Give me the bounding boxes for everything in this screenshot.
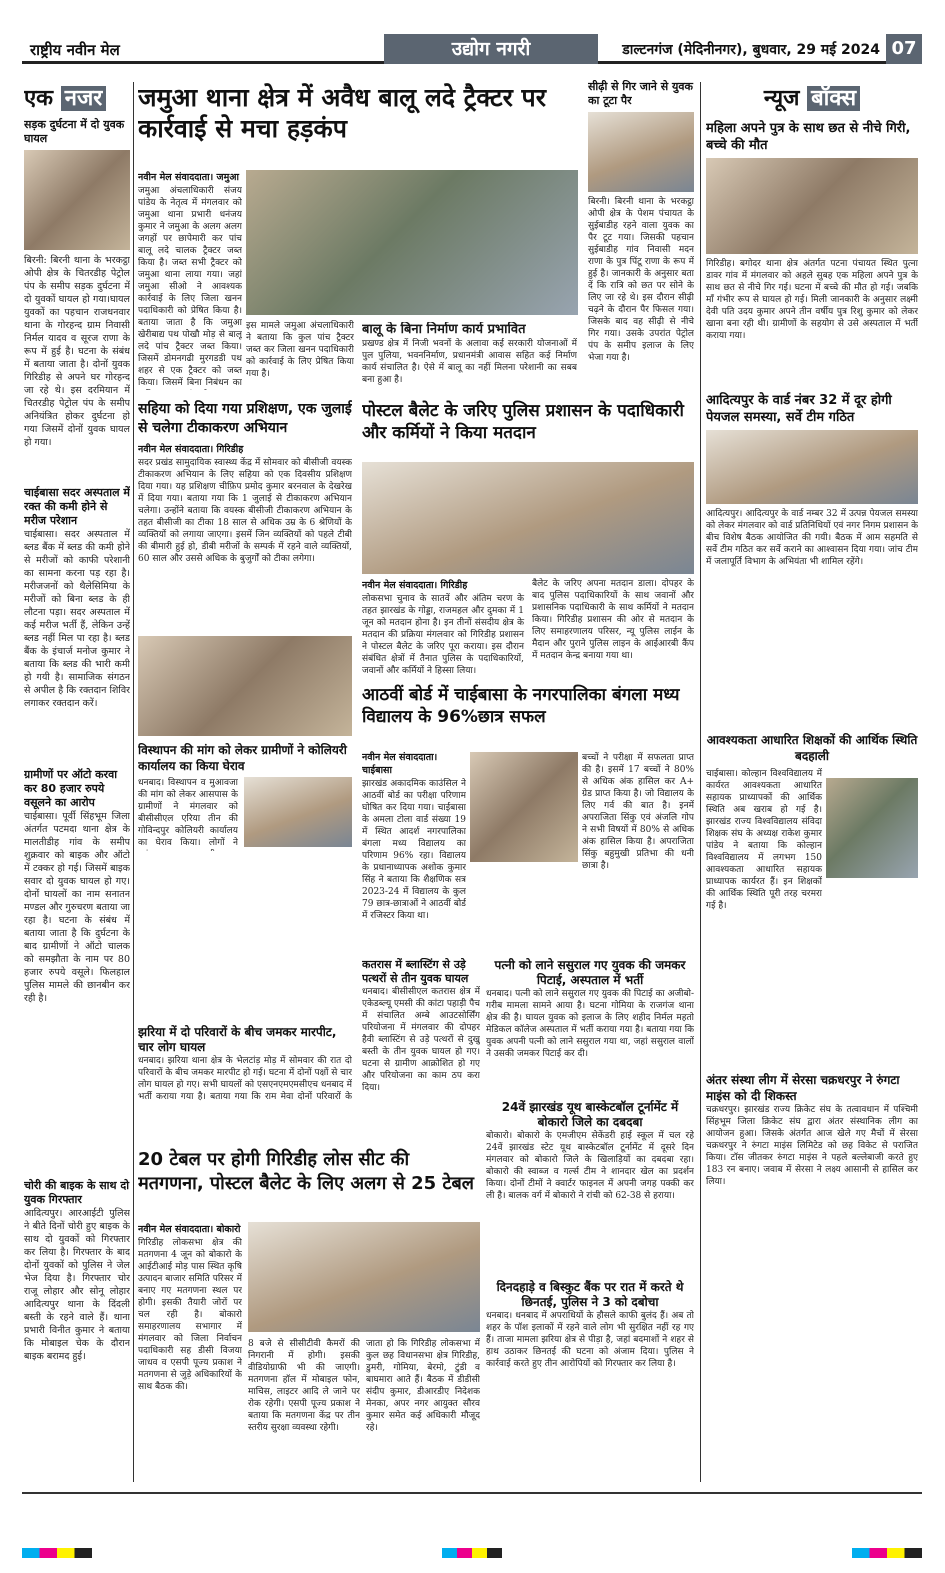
lead-headline: जमुआ थाना क्षेत्र में अवैध बालू लदे ट्रैक्टर पर कार्रवाई से मचा हड़कंप (138, 83, 546, 143)
label-nazar: नजर (61, 86, 107, 111)
body-vote-b: बैलेट के जरिए अपना मतदान डाला। दोपहर के बाद पुलिस पदाधिकारियों के साथ जवानों और प्रशासनिक पदाधिकारी के साथ कर्मियों ने मतदान किया। गिरिडीह प्रशासन की ओर से मतदान के लिए समाहरणालय परिसर, न्यू पुलिस लाईन के मैदान और पुराने पुलिस लाइन के आईआरबी कैंप में मतदान केन्द्र बनाया गया था। (532, 579, 694, 661)
body-basketball: बोकारो। बोकारो के एमजीएम सेकेंडरी हाई स्कूल में चल रहे 24वें झारखंड स्टेट यूथ बास्केटबॉल टूर्नामेंट में दूसरे दिन मंगलवार को बोकारो जिले के खिलाड़ियों का दबदबा रहा। बोकारो की स्वाब्ज व गर्ल्स टीम ने शानदार खेल का प्रदर्शन किया। दोनों टीमों ने क्वार्टर फाइनल में अपनी जगह पक्की कर ली है। बालक वर्ग में बोकारो ने रांची को 62-38 से हराया। (486, 1131, 694, 1201)
student-photo (470, 752, 578, 862)
headline-basketball: 24वें झारखंड यूथ बास्केटबॉल टूर्नामेंट में बोकारो जिले का दबदबा (501, 1100, 679, 1129)
headline-vaccine: सहिया को दिया गया प्रशिक्षण, एक जुलाई से चलेगा टीकाकरण अभियान (138, 401, 352, 436)
vote-photo (362, 462, 694, 574)
tables-headline-block (138, 1148, 480, 1218)
body-blood-shortage: चाईबासा। सदर अस्पताल में ब्लड बैंक में ब्लड की कमी होने से मरीजों को काफी परेशानी का सामना करना पड़ रहा है। मरीजजनों को थैलेसिमिया के मरीजों को बिना ब्लड के ही लौटना पड़ा। सदर अस्पताल में कई मरीज भर्ती हैं, लेकिन उन्हें ब्लड नहीं मिल पा रहा है। ब्लड बैंक के इंचार्ज मनोज कुमार ने बताया कि ब्लड की भारी कमी हो गयी है। सामाजिक संगठन से अपील है कि रक्तदान शिविर लगाकर रक्तदान करें। (24, 529, 130, 709)
colliery-photo (244, 777, 352, 847)
lead-body: जमुआ अंचलाधिकारी संजय पांडेय के नेतृत्व में मंगलवार को जमुआ थाना प्रभारी धनंजय कुमार ने जमुआ के अलग अलग जगहों पर छापेमारी कर पांच बालू लदे चालक ट्रैक्टर जब्त किया है। जब्त सभी ट्रैक्टर को जमुआ थाना लाया गया। जहां जमुआ सीओ ने आवश्यक कार्रवाई के लिए जिला खनन पदाधिकारी को प्रेषित किया है। बताया जाता है कि जमुआ खेरीबाद्य पथ पोखौ मोड़ से बालू लदे पांच ट्रैक्टर जब्त किया। जिसमें डोमनगढी मुरगडडी पथ शहर से एक ट्रैक्टर को जब्त किया। जिसमें बिना निबंधन का (138, 186, 242, 388)
lead-caption: इस मामले जमुआ अंचलाधिकारी ने बताया कि कुल पांच ट्रैक्टर जब्त कर जिला खनन पदाधिकारी को कार्रवाई के लिए प्रेषित किया गया है। (246, 321, 354, 379)
colliery-story (138, 742, 352, 1032)
label-ek: एक (24, 86, 54, 111)
headline-vote: पोस्टल बैलेट के जरिए पुलिस प्रशासन के पदाधिकारी और कर्मियों ने किया मतदान (362, 401, 684, 443)
headline-teachers: आवश्यकता आधारित शिक्षकों की आर्थिक स्थिति बदहाली (706, 733, 918, 763)
tables-body-b-block (248, 1338, 360, 1482)
sand-subbody: प्रखण्ड क्षेत्र में निजी भवनों के अलावा कई सरकारी योजनाओं में पुल पुलिया, भवननिर्माण, प्रधानमंत्री आवास सहित कई निर्माण कार्य संचालित है। ऐसे में बालू का नहीं मिलना परेशानी का सबब बना हुआ है। (362, 339, 577, 385)
body-school-b: बच्चों ने परीक्षा में सफलता प्राप्त की है। इसमें 17 बच्चों ने 80% से अधिक अंक हासिल कर A+ ग्रेड प्राप्त किया है। जो विद्यालय के लिए गर्व की बात है। इनमें अपराजिता सिंकु एवं अंजलि गोप ने सभी विषयों में 80% से अधिक अंक हासिल किया है। अपराजिता सिंकु बहुमुखी प्रतिभा की धनी छात्रा है। (582, 753, 694, 871)
section-title: उद्योग नगरी (384, 34, 598, 64)
headline-jharia: झरिया में दो परिवारों के बीच जमकर मारपीट, चार लोग घायल (138, 1025, 337, 1054)
snatching-story (486, 1280, 694, 1480)
body-husband: धनबाद। पत्नी को लाने ससुराल गए युवक की पिटाई का अजीबो-गरीब मामला सामने आया है। घटना गोमिया के राजगंज थाना क्षेत्र की है। घायल युवक को इलाज के लिए शहीद निर्मल महतो मेडिकल कॉलेज अस्पताल में भर्ती कराया गया है। बताया गया कि युवक अपनी पत्नी को लाने ससुराल गया था, जहां ससुराल वालों ने उसकी जमकर पिटाई कर दी। (486, 989, 694, 1059)
counting-meeting-photo (248, 1222, 480, 1332)
brand-name: राष्ट्रीय नवीन मेल (30, 41, 120, 59)
water-photo (706, 430, 918, 504)
vaccine-story (138, 400, 352, 630)
tables-body-a-block (138, 1222, 242, 1482)
katras-story (362, 958, 480, 1158)
headline-snatching: दिनदहाड़े व बिस्कुट बैंक पर रात में करते थे छिनतई, पुलिस ने 3 को दबोचा (496, 1280, 684, 1309)
stairs-photo (588, 112, 694, 192)
lead-body-column (138, 170, 242, 390)
page-number: 07 (886, 34, 922, 64)
label-news: न्यूज (763, 86, 800, 111)
body-stairs: बिरनी। बिरनी थाना के भरकट्ठा ओपी क्षेत्र के पेशम पंचायत के सुईबाडीह रहने वाला युवक का पैर टूट गया। जिसकी पहचान सुईबाडीह गांव निवासी मदन राणा के पुत्र पिंटू राणा के रूप में हुई है। जानकारी के अनुसार बता दें कि रात्रि को छत पर सोने के लिए जा रहे थे। इस दौरान सीढ़ी चढ़ने के दौरान पैर फिसल गया। जिसके बाद वह सीढ़ी से नीचे गिर गया। उसके उपरांत पेट्रोल पंप के समीप इलाज के लिए भेजा गया है। (588, 197, 694, 363)
body-auto-extortion: चाईबासा। पूर्वी सिंहभूम जिला अंतर्गत पटमदा थाना क्षेत्र के मालतीडीह गांव के समीप शुक्रवार को बाइक और ऑटो में टक्कर हो गई। जिसमें बाइक सवार दो युवक घायल हो गए। दोनों घायलों का नाम सनातन मण्डल और गुरुचरण बताया जा रहा है। घटना के संबंध में बताया जाता है कि दुर्घटना के बाद ग्रामीणों ने ऑटो चालक को समझौता के नाम पर 80 हजार रुपये वसूले। फिलहाल पुलिस मामले की छानबीन कर रही है। (24, 811, 130, 1004)
body-colliery: धनबाद। विस्थापन व मुआवजा की मांग को लेकर आसपास के ग्रामीणों ने मंगलवार को बीसीसीएल एरिया तीन की गोविन्दपुर कोलियरी कार्यालय का घेराव किया। लोगों ने (138, 778, 238, 848)
lead-headline-block (138, 82, 576, 146)
vote-body-block (362, 578, 694, 676)
teachers-block (706, 768, 918, 1068)
colliery-row (138, 777, 352, 851)
vote-headline-block (362, 400, 694, 456)
sand-subhead: बालू के बिना निर्माण कार्य प्रभावित (362, 322, 526, 337)
tables-body-c-block (366, 1338, 480, 1482)
sand-subbox (362, 322, 577, 390)
headline-husband: पत्नी को लाने ससुराल गए युवक की जमकर पिटाई, अस्पताल में भर्ती (494, 958, 686, 987)
headline-tables: 20 टेबल पर होगी गिरिडीह लोस सीट की मतगणना, पोस्टल बैलेट के लिए अलग से 25 टेबल (138, 1149, 475, 1194)
vote-byline: नवीन मेल संवाददाता। गिरिडीह (362, 580, 468, 591)
body-tables-c: जाता हो कि गिरिडीह लोकसभा में कुल छह विधानसभा क्षेत्र गिरिडीह, डुमरी, गोमिया, बेरमो, टुंडी व बाघमारा आते हैं। बैठक में डीडीसी संदीप कुमार, डीआरडीए निदेशक मेनका, अपर नगर आयुक्त सौरव कुमार समेत कई अधिकारी मौजूद रहे। (366, 1339, 480, 1433)
body-tables-a: गिरिडीह लोकसभा क्षेत्र की मतगणना 4 जून को बोकारो के आईटीआई मोड़ पास स्थित कृषि उत्पादन बाजार समिति परिसर में बनाए गए मतगणना स्थल पर होगी। इसकी तैयारी जोरों पर चल रही है। बोकारो समाहरणालय सभागार में मंगलवार को जिला निर्वाचन पदाधिकारी सह डीसी विजया जाधव व एसपी पूज्य प्रकाश ने मतगणना से जुड़े अधिकारियों के साथ बैठक की। (138, 1238, 242, 1392)
body-mother-child: गिरिडीह। बगोदर थाना क्षेत्र अंतर्गत पटना पंचायत स्थित पुत्ना डावर गांव में मंगलवार को अहले सुबह एक महिला अपने पुत्र के साथ छत से नीचे गिर गई। घटना में बच्चे की मौत हो गई। जबकि माँ गंभीर रूप से घायल हो गई। मिली जानकारी के अनुसार लक्ष्मी देवी पति उदय कुमार अपने तीन वर्षीय पुत्र रिशु कुमार को लेकर खाना बना रही थी। ग्रामीणों के सहयोग से उसे अस्पताल में भर्ती कराया गया। (706, 259, 918, 341)
school-body-b-block (582, 752, 694, 952)
headline-stairs: सीढ़ी से गिर जाने से युवक का टूटा पैर (588, 80, 693, 107)
school-headline-block (362, 684, 694, 744)
headline-water: आदित्यपुर के वार्ड नंबर 32 में दूर होगी पेयजल समस्या, सर्वे टीम गठित (706, 393, 892, 425)
body-bike-theft: आदित्यपुर। आरआईटी पुलिस ने बीते दिनों चोरी हुए बाइक के साथ दो युवकों को गिरफ्तार कर लिया है। गिरफ्तार के बाद दोनों युवकों को पुलिस ने जेल भेज दिया है। गिरफ्तार चोर राजू लोहार और सोनू लोहार आदित्यपुर थाना के दिंदली बस्ती के रहने वाले हैं। थाना प्रभारी विनीत कुमार ने बताया कि मोबाइल चेक के दौरान बाइक बरामद हुई। (24, 1208, 130, 1362)
body-katras: धनबाद। बीसीसीएल कतरास क्षेत्र में एकेडब्ल्यू एमसी की कांटा पहाड़ी पैच में संचालित अम्बे आउटसोर्सिंग परियोजना में मंगलवार की दोपहर हैवी ब्लास्टिंग से उड़े पत्थरों से दुखु बस्ती के तीन युवक घायल हो गए। घटना से ग्रामीण आक्रोशित हो गए और परियोजना का काम ठप करा दिया। (362, 987, 480, 1093)
headline-colliery: विस्थापन की मांग को लेकर ग्रामीणों ने कोलियरी कार्यालय का किया घेराव (138, 743, 347, 773)
ek-nazar-column (24, 82, 130, 1482)
edition-date: डाल्टनगंज (मेदिनीनगर), बुधवार, 29 मई 2024 (622, 42, 880, 58)
tables-byline: नवीन मेल संवाददाता। बोकारो (138, 1224, 241, 1235)
headline-cricket: अंतर संस्था लीग में सेरसा चक्रधरपुर ने रुंगटा माइंस को दी शिकस्त (706, 1073, 900, 1103)
stairs-story (588, 80, 694, 390)
vaccine-byline: नवीन मेल संवाददाता। गिरिडीह (138, 444, 244, 455)
headline-auto-extortion: ग्रामीणों पर ऑटो करवा कर 80 हजार रुपये वसूलने का आरोप (24, 768, 118, 809)
road-accident-photo (24, 150, 130, 250)
body-teachers: चाईबासा। कोल्हान विश्वविद्यालय में कार्यरत आवश्यकता आधारित सहायक प्राध्यापकों की आर्थिक स्थिति अब खराब हो गई है। झारखंड राज्य विश्वविद्यालय संविदा शिक्षक संघ के अध्यक्ष राकेश कुमार पांडेय ने बताया कि कोल्हान विश्वविद्यालय में लगभग 150 आवश्यकता आधारित सहायक प्राध्यापक कार्यरत हैं। इन शिक्षकों की आर्थिक स्थिति पूरी तरह चरमरा गई है। (706, 769, 822, 911)
lead-byline: नवीन मेल संवाददाता। जमुआ (138, 172, 239, 183)
body-tables-b: 8 बजे से सीसीटीवी कैमरों की निगरानी में होगी। इसकी वीडियोग्राफी भी की जाएगी। मतगणना हॉल में मोबाइल फोन, माचिस, लाइटर आदि ले जाने पर रोक रहेगी। एसपी पूज्य प्रकाश ने बताया कि मतगणना केंद्र पर तीन स्तरीय सुरक्षा व्यवस्था रहेगी। (248, 1339, 360, 1433)
husband-story (486, 958, 694, 1098)
tractor-photo (246, 170, 578, 315)
body-road-accident: बिरनी: बिरनी थाना के भरकट्ठा ओपी क्षेत्र के चितरडीह पेट्रोल पंप के समीप सड़क दुर्घटना में दो युवकों घायल हो गया।घायल युवकों का पहचान राजधनवार थाना के गोरहन्द ग्राम निवासी निर्मल यादव व सूरज राणा के रूप में हुई है। घटना के संबंध में बताया जाता है। दोनों युवक गिरिडीह से अपने घर गोरहन्द जा रहे थे। इस दरमियान में चितरडीह पेट्रोल पंप के समीप अनियंत्रित होकर दुर्घटना हो गया जिसमें दोनों युवक घायल हो गया। (24, 255, 130, 448)
body-cricket: चक्रधरपुर। झारखंड राज्य क्रिकेट संघ के तत्वावधान में पश्चिमी सिंहभूम जिला क्रिकेट संघ द्वारा अंतर संस्थानिक लीग का आयोजन हुआ। जिसके अंतर्गत आज खेले गए मैचों में सेरसा चक्रधरपुर ने रुंगटा माइंस लिमिटेड को छह विकेट से पराजित किया। टॉस जीतकर रुंगटा माइंस ने पहले बल्लेबाजी करते हुए 183 रन बनाए। जवाब में सेरसा ने लक्ष्य आसानी से हासिल कर लिया। (706, 1105, 918, 1187)
news-box-label (706, 82, 918, 112)
basketball-story (486, 1100, 694, 1250)
body-jharia: धनबाद। झरिया थाना क्षेत्र के भेलटांड़ मोड़ में सोमवार की रात दो परिवारों के बीच जमकर मारपीट हो गई। घटना में दोनों पक्षों से चार लोग घायल हो गए। सभी घायलों को एसएनएमएमसीएच धनबाद में भर्ती कराया गया है। बताया गया कि राम मेवा दोनों परिवारों के (138, 1056, 352, 1102)
jharia-story (138, 1025, 352, 1105)
ek-nazar-label (24, 82, 130, 112)
body-snatching: धनबाद। धनबाद में अपराधियों के हौसले काफी बुलंद हैं। अब तो शहर के पॉश इलाकों में रहने वाले लोग भी सुरक्षित नहीं रह गए हैं। ताजा मामला झरिया क्षेत्र से पीड़ा है, जहां बदमाशों ने शहर से हाथ उठाकर छिनतई की घटना को अंजाम दिया। पुलिस ने कार्रवाई करते हुए तीन आरोपियों को गिरफ्तार कर लिया है। (486, 1311, 694, 1369)
headline-katras: कतरास में ब्लास्टिंग से उड़े पत्थरों से तीन युवक घायल (362, 958, 469, 985)
lead-caption-block (246, 320, 354, 390)
news-box-column (706, 82, 918, 1482)
body-school-a: झारखंड अकादमिक काउंसिल ने आठवीं बोर्ड का परीक्षा परिणाम घोषित कर दिया गया। चाईबासा के अमला टोला वार्ड संख्या 19 में स्थित आदर्श नगरपालिका बंगला मध्य विद्यालय का परिणाम 96% रहा। विद्यालय के प्रधानाध्यापक अशोक कुमार सिंह ने बताया कि शैक्षणिक सत्र 2023-24 में विद्यालय के कुल 79 छात्र-छात्राओं ने आठवीं बोर्ड में रजिस्टर किया था। (362, 779, 466, 921)
body-water: आदित्यपुर। आदित्यपुर के वार्ड नम्बर 32 में उत्पन्न पेयजल समस्या को लेकर मंगलवार को वार्ड प्रतिनिधियों एवं नगर निगम प्रशासन के बीच विशेष बैठक आयोजित की गयी। बैठक में आम सहमति से सर्वे टीम गठित कर सर्वे कराने का आश्वासन दिया गया। जांच टीम में जलापूर्ति विभाग के अभियंता भी शामिल रहेंगे। (706, 509, 918, 567)
headline-school: आठवीं बोर्ड में चाईबासा के नगरपालिका बंगला मध्य विद्यालय के 96%छात्र सफल (362, 685, 680, 727)
label-box: बॉक्स (807, 86, 860, 111)
vaccine-photo (138, 636, 352, 736)
headline-bike-theft: चोरी की बाइक के साथ दो युवक गिरफ्तार (24, 1179, 130, 1206)
teacher-photo (826, 778, 918, 878)
body-vote-a: लोकसभा चुनाव के सातवें और अंतिम चरण के तहत झारखंड के गोड्डा, राजमहल और दुमका में 1 जून को मतदान होना है। इन तीनों संसदीय क्षेत्र के मतदान की प्रक्रिया मंगलवार को गिरिडीह प्रशासन ने पोस्टल बैलेट के जरिए पूरा कराया। इस दौरान संबंधित क्षेत्रों में तैनात पुलिस के पदाधिकारियों, जवानों और कर्मियों ने हिस्सा लिया। (362, 594, 524, 676)
headline-blood-shortage: चाईबासा सदर अस्पताल में रक्त की कमी होने से मरीज परेशान (24, 486, 130, 527)
school-byline: नवीन मेल संवाददाता। चाईबासा (362, 752, 438, 776)
masthead (22, 34, 922, 64)
school-body-a-block (362, 750, 466, 950)
body-vaccine: सदर प्रखंड सामुदायिक स्वास्थ्य केंद्र में सोमवार को बीसीजी वयस्क टीकाकरण अभियान के लिए सहिया को एक दिवसीय प्रशिक्षण दिया गया। यह प्रशिक्षण चीफ़िप प्रमोद कुमार बरनवाल के देखरेख में दिया गया। बताया गया कि 1 जुलाई से टीकाकरण अभियान चलेगा। उन्होंने बताया कि वयस्क बीसीजी टीकाकरण अभियान के तहत बीसीजी का टीका 18 साल से अधिक उम्र के 6 श्रेणियों के व्यक्तियों को लगाया जाएगा। इसमें जिन व्यक्तियों को पहले टीबी की बीमारी हुई हो, डीबी मरीजों के सम्पर्क में रहने वाले व्यक्तियों, 60 साल और उससे अधिक के बुजुर्गों को टीका लगेगा। (138, 458, 352, 564)
headline-mother-child: महिला अपने पुत्र के साथ छत से नीचे गिरी, बच्चे की मौत (706, 121, 911, 153)
print-color-bar (22, 1546, 922, 1560)
mother-child-photo (706, 158, 918, 254)
headline-road-accident: सड़क दुर्घटना में दो युवक घायल (24, 118, 125, 145)
